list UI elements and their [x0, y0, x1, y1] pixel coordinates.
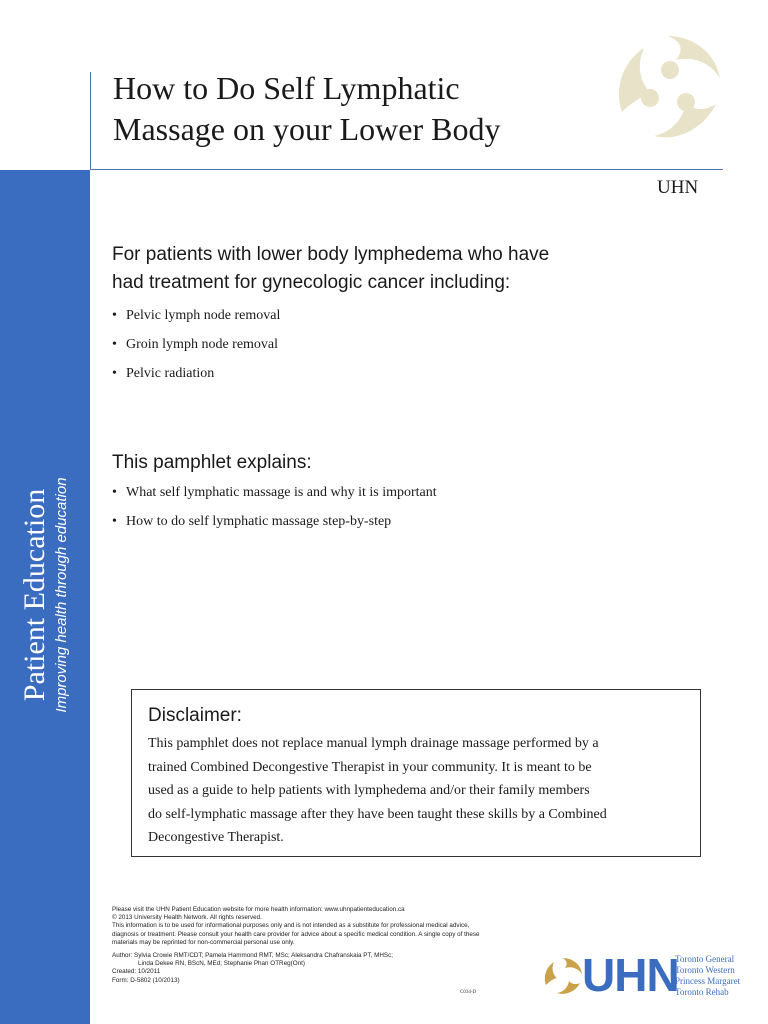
uhn-swirl-icon	[543, 956, 583, 996]
form-code: C034-D	[460, 990, 477, 995]
disclaimer-line: trained Combined Decongestive Therapist in your community. It is meant to be	[148, 759, 592, 775]
footer-copyright: © 2013 University Health Network. All rights reserved.	[112, 914, 262, 922]
list-item: • Groin lymph node removal	[112, 330, 712, 359]
footer-notice: This information is to be used for informational purposes only and is not intended as a substitute for professional medical advice,	[112, 922, 470, 930]
header-divider-horizontal	[90, 169, 723, 170]
disclaimer-line: This pamphlet does not replace manual lymph drainage massage performed by a	[148, 736, 599, 751]
site-name: Toronto Western	[675, 965, 735, 975]
intro-heading	[112, 241, 712, 297]
intro-list	[112, 301, 712, 388]
disclaimer-box	[131, 689, 701, 857]
list-item: • What self lymphatic massage is and why it is important	[112, 478, 712, 507]
uhn-wordmark: UHN	[582, 949, 679, 1001]
sidebar-title: Patient Education	[18, 488, 51, 702]
explains-heading: This pamphlet explains:	[112, 452, 312, 473]
footer-created: Created: 10/2011	[112, 968, 161, 976]
intro-heading-line-2: had treatment for gynecologic cancer including:	[112, 272, 511, 293]
sidebar-text	[18, 477, 72, 712]
list-item: • Pelvic radiation	[112, 359, 712, 388]
header-divider-vertical	[90, 72, 91, 170]
site-name: Toronto General	[675, 954, 735, 964]
list-item: • Pelvic lymph node removal	[112, 301, 712, 330]
footer-author: Author: Sylvia Crowie RMT/CDT; Pamela Hammond RMT, MSc; Aleksandra Chafranskaia PT, MHSc;	[112, 952, 393, 960]
header-org: UHN	[657, 177, 699, 198]
disclaimer-line: Decongestive Therapist.	[148, 830, 284, 845]
disclaimer-title: Disclaimer:	[148, 705, 242, 726]
explains-section	[112, 449, 712, 536]
footer-author: Linda Dekee RN, BScN, MEd; Stephanie Phan OTReg(Ont)	[138, 960, 305, 968]
title-line-2: Massage on your Lower Body	[113, 111, 501, 147]
list-item: • How to do self lymphatic massage step-by-step	[112, 507, 712, 536]
disclaimer-line: used as a guide to help patients with lymphedema and/or their family members	[148, 783, 590, 798]
footer-notice: diagnosis or treatment. Please consult your health care provider for advice about a specific medical condition. A single copy of these	[112, 930, 480, 938]
title-line-1: How to Do Self Lymphatic	[113, 70, 460, 106]
explains-list	[112, 478, 712, 536]
disclaimer-body	[148, 732, 686, 850]
disclaimer-line: do self-lymphatic massage after they have been taught these skills by a Combined	[148, 806, 607, 822]
sidebar-subtitle: Improving health through education	[53, 477, 70, 713]
intro-section	[112, 241, 712, 388]
site-name: Toronto Rehab	[675, 987, 729, 997]
hospital-sites	[675, 954, 740, 998]
footer	[112, 906, 542, 985]
page-title	[113, 68, 593, 150]
footer-notice: materials may be reprinted for non-commercial personal use only.	[112, 938, 295, 946]
site-name: Princess Margaret	[675, 976, 741, 986]
footer-website: Please visit the UHN Patient Education website for more health information: www.uhnpatienteducation.ca	[112, 906, 405, 913]
intro-heading-line-1: For patients with lower body lymphedema who have	[112, 244, 550, 265]
uhn-swirl-logo-icon	[612, 32, 724, 144]
footer-form: Form: D-5802 (10/2013)	[112, 976, 180, 984]
